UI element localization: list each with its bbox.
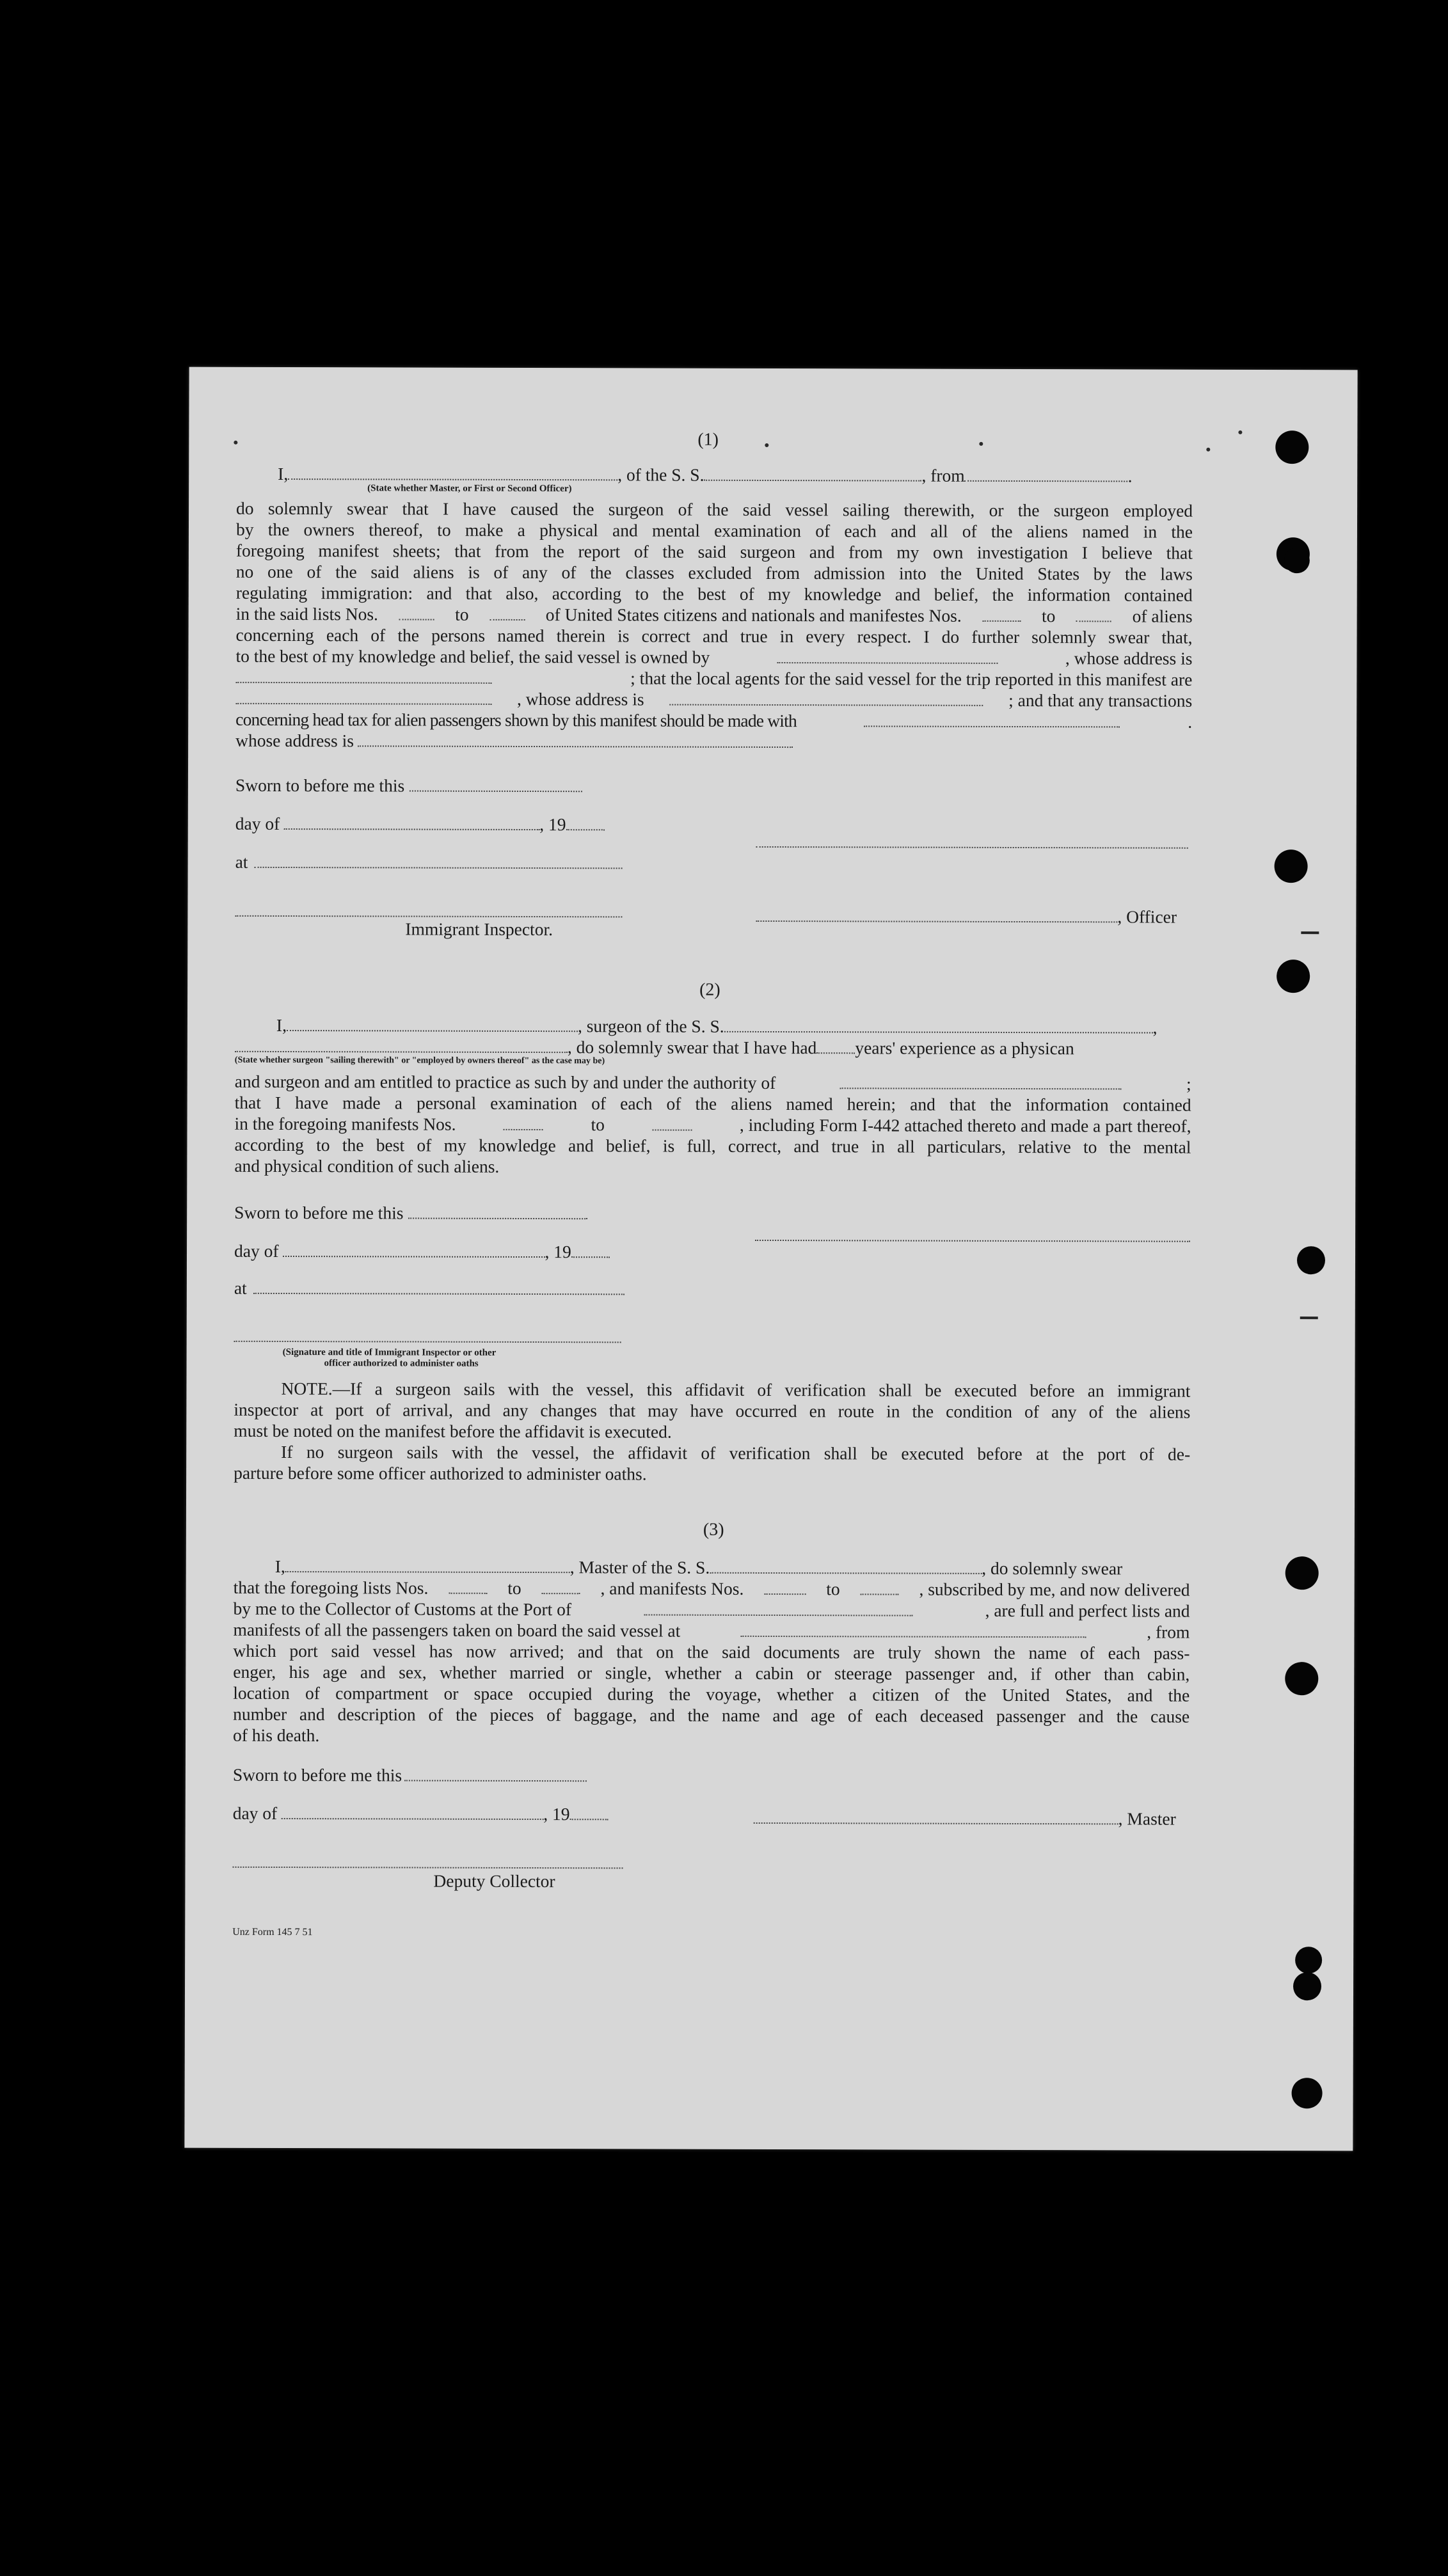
affidavit-line: number and description of the pieces of baggage, and the name and age of each deceased passenger and the cause [233,1703,1190,1727]
note-line: inspector at port of arrival, and any changes that may have occurred en route in the condition of any of the aliens [234,1399,1191,1422]
master-signature-field[interactable] [754,1810,1118,1824]
officer-rank-note: (State whether Master, or First or Second Officer) [367,483,572,494]
officer-signature-line[interactable] [756,845,1188,849]
head-tax-address-field[interactable] [358,732,793,748]
list-from-field[interactable] [449,1580,487,1594]
paper-speck [979,442,983,446]
punch-hole [1293,1972,1321,2000]
sworn-day-field[interactable] [408,1205,587,1220]
punch-hole [1285,1662,1318,1695]
date-label: day of , 19 [233,1803,609,1825]
manifest-to-field[interactable] [652,1117,692,1131]
surgeon-status-field[interactable] [235,1038,568,1053]
deputy-signature-line[interactable] [233,1865,623,1869]
surgeon-signature-line[interactable] [755,1238,1190,1242]
surgeon-name-field[interactable] [287,1017,578,1032]
vessel-name-field[interactable] [704,467,921,482]
affidavit-line: location of compartment or space occupied during the voyage, whether a citizen of the United States, and the [233,1682,1190,1705]
month-field[interactable] [283,816,539,830]
section-number: (1) [697,429,719,450]
manifest-from-field[interactable] [504,1116,543,1130]
punch-hole [1275,849,1308,883]
list-from-field[interactable] [399,606,434,620]
month-field[interactable] [283,1243,545,1258]
punch-hole [1292,2078,1323,2108]
affidavit-line: that I have made a personal examination of each of the aliens named herein; and that the information contained [234,1092,1191,1115]
affidavit-line: and physical condition of such aliens. [234,1155,500,1176]
section-1-affidavit: I, , of the S. S. , from . (State whether Master, or First or Second Officer) do solemnly swear that I have caused the surgeon of the said vessel sailing therewith, or the surgeon employed by the owners thereof, to make a physical and mental examination of each and all of the aliens named in the foregoing manifest sheets; that from the report of the said surgeon and from my own investigation I believe that no one of the said aliens is of any of the classes excluded from admission into the United States by the laws regulating immigration: and that also, according to the best of my knowledge and belief, the information contained in the said lists Nos. to of United States citizens and nationals and manifestes Nos. to of aliens concerning each of the persons named therein is correct and true in every respect. I do further solemnly swear that, to the best of my knowledge and belief, the said vessel is owned by , whose address is ; that the local agents for the said vessel for the trip reported in this manifest are , whose address is ; and that any transactions concerning head tax for alien passengers shown by this manifest should be made with . whose address is [235,463,1193,751]
deputy-label: Deputy Collector [433,1870,555,1892]
vessel-name-field[interactable] [724,1018,1153,1034]
punch-hole [1285,1556,1319,1590]
date-label: day of , 19 [235,814,605,835]
affidavit-line: do solemnly swear that I have caused the surgeon of the said vessel sailing therewith, or the surgeon employed [236,498,1193,521]
affidavit-line: regulating immigration: and that also, according to the best of my knowledge and belief, the information contained [235,582,1193,605]
manifest-affidavit-page [184,367,1357,2151]
place-label: at [234,1278,625,1300]
officer-name-field[interactable] [288,466,617,480]
inspector-signature-line[interactable] [235,914,622,918]
year-field[interactable] [566,816,605,830]
date-label: day of , 19 [234,1241,610,1263]
note-line: parture before some officer authorized to administer oaths. [234,1462,647,1484]
inspector-signature-line[interactable] [234,1339,621,1343]
list-to-field[interactable] [542,1580,580,1594]
punch-hole [1277,960,1310,993]
manifest-from-field[interactable] [982,608,1021,622]
year-field[interactable] [569,1806,608,1820]
place-field[interactable] [254,854,622,869]
port-field[interactable] [644,1601,912,1616]
sworn-label: Sworn to before me this [235,775,582,796]
signature-note: officer authorized to administer oaths [324,1358,479,1369]
punch-hole [1295,1947,1322,1973]
affidavit-line: of his death. [233,1725,320,1746]
place-label: at [235,852,623,874]
note-line: If no surgeon sails with the vessel, the affidavit of verification shall be executed before at the port of de- [281,1441,1191,1464]
vessel-name-field[interactable] [710,1560,982,1574]
place-field[interactable] [253,1280,625,1295]
affidavit-line: according to the best of my knowledge and belief, is full, correct, and true in all particulars, relative to the mental [234,1134,1191,1157]
officer-title: , Officer [756,906,1177,928]
affidavit-line: enger, his age and sex, whether married or single, whether a cabin or steerage passenger and, if other than cabin, [233,1661,1190,1684]
section-3-affidavit: I, , Master of the S. S. , do solemnly swear that the foregoing lists Nos. to , and manifests Nos. to , subscribed by me, and now delivered by me to the Collector of Customs at the Port of , are full and perfect lists and manifests of all the passengers taken on board the said vessel at , from which port said vessel has now arrived; and that on the said documents are truly shown the name of each pass- enger, his age and sex, whether married or single, whether a cabin or steerage passenger and, if other than cabin, location of compartment or space occupied during the voyage, whether a citizen of the United States, and the number and description of the pieces of baggage, and the name and age of each deceased passenger and the cause of his death. [233,1556,1190,1748]
month-field[interactable] [281,1805,543,1820]
signature-note: (Signature and title of Immigrant Inspector or other [282,1347,497,1358]
master-name-field[interactable] [285,1558,570,1573]
form-number: Unz Form 145 7 51 [232,1926,313,1938]
sworn-day-field[interactable] [404,1767,587,1782]
paper-speck [765,443,768,447]
master-signature: , Master [754,1808,1176,1829]
list-to-field[interactable] [489,606,525,620]
owner-address-field[interactable] [235,669,491,684]
years-experience-field[interactable] [816,1039,855,1054]
punch-hole [1284,548,1310,573]
officer-title-field[interactable] [756,908,1117,922]
section-2-affidavit: I, , surgeon of the S. S. , , do solemnly swear that I have had years' experience as a physican (State whether surgeon "sailing therewith" or "employed by owners thereof" as the case may be) and surgeon and am entitled to practice as such by and under the authority of ; that I have made a personal examination of each of the aliens named herein; and that the information contained in the foregoing manifests Nos. to , including Form I-442 attached thereto and made a part thereof, according to the best of my knowledge and belief, is full, correct, and true in all particulars, relative to the mental and physical condition of such aliens. [234,1015,1191,1179]
sworn-label: Sworn to before me this [234,1203,587,1224]
surgeon-status-note: (State whether surgeon "sailing therewith" or "employed by owners thereof" as the case may be) [234,1055,605,1066]
note-line: NOTE.—If a surgeon sails with the vessel, this affidavit of verification shall be executed before an immigrant [281,1378,1191,1401]
embark-port-field[interactable] [741,1623,1086,1638]
manifest-to-field[interactable] [1076,608,1111,622]
year-field[interactable] [571,1244,610,1258]
punch-hole [1275,431,1309,464]
sworn-label: Sworn to before me this [233,1765,587,1786]
departure-port-field[interactable] [965,468,1128,482]
section-number: (3) [703,1519,724,1540]
affidavit-line: by the owners thereof, to make a physical and mental examination of each and all of the aliens named in the [235,519,1193,542]
affidavit-line: which port said vessel has now arrived; and that on the said documents are truly shown the name of each pass- [233,1640,1190,1663]
affidavit-line: no one of the said aliens is of any of the classes excluded from admission into the United States by the laws [235,561,1193,584]
note-block [234,1378,1190,1486]
note-line: must be noted on the manifest before the affidavit is executed. [234,1420,672,1442]
affidavit-line: foregoing manifest sheets; that from the report of the said surgeon and from my own investigation I believe that [235,540,1193,563]
manifest-from-field[interactable] [764,1581,806,1595]
paper-speck [234,441,237,445]
head-tax-party-field[interactable] [864,713,1120,727]
paper-speck [1238,431,1242,434]
section-number: (2) [699,979,720,1000]
paper-speck [1206,448,1210,452]
manifest-to-field[interactable] [861,1581,899,1595]
agents-address-field[interactable] [669,691,983,706]
inspector-label: Immigrant Inspector. [405,919,553,940]
affidavit-line: concerning each of the persons named therein is correct and true in every respect. I do further solemnly swear that, [235,624,1193,647]
authority-field[interactable] [840,1075,1122,1089]
sworn-day-field[interactable] [410,778,582,793]
edge-mark [1300,1316,1318,1319]
local-agents-field[interactable] [235,690,491,705]
vessel-owner-field[interactable] [777,649,998,664]
edge-mark [1301,931,1319,934]
punch-hole [1297,1246,1325,1274]
